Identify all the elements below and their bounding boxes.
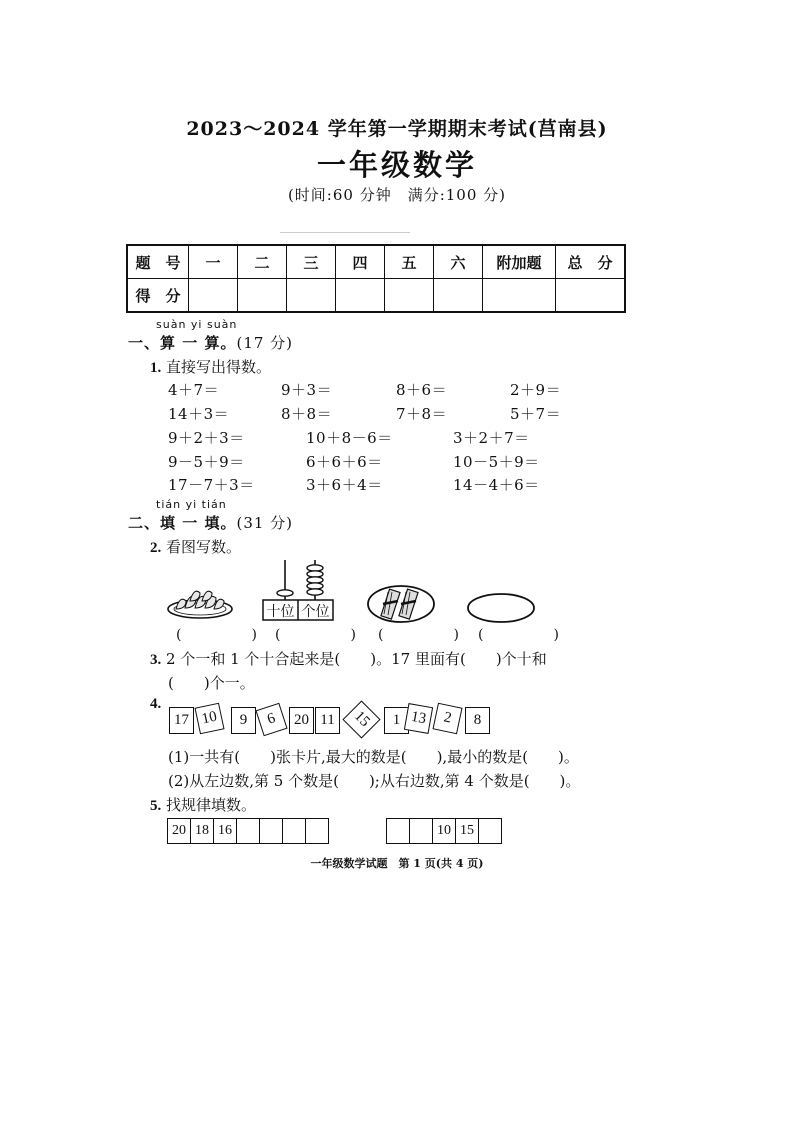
sequence-blank-cell[interactable] xyxy=(410,819,433,844)
expression: 3＋6＋4＝ xyxy=(306,476,383,494)
expression: 9＋3＝ xyxy=(281,381,333,399)
expression: 2＋9＝ xyxy=(510,381,562,399)
section1-dot: 。 xyxy=(220,334,237,352)
answer-blank[interactable]: ( ) xyxy=(478,627,573,643)
score-input-cell[interactable] xyxy=(483,279,556,313)
expression: 17－7＋3＝ xyxy=(168,476,255,494)
expression: 8＋6＝ xyxy=(396,381,448,399)
score-cell: 二 xyxy=(238,245,287,279)
sequence-blank-cell[interactable] xyxy=(237,819,260,844)
section2-pinyin: tián yi tián xyxy=(156,498,227,511)
question-text: 找规律填数。 xyxy=(166,796,257,814)
page-footer: 一年级数学试题 第 1 页(共 4 页) xyxy=(310,857,484,870)
section2-points: (31 分) xyxy=(236,514,294,532)
number-card: 9 xyxy=(231,707,256,734)
number-card: 17 xyxy=(169,707,194,734)
score-table-score-row xyxy=(127,279,625,313)
sequence-blank-cell[interactable] xyxy=(260,819,283,844)
question-number: 3. xyxy=(150,652,162,668)
expression: 4＋7＝ xyxy=(168,381,220,399)
expression: 6＋6＋6＝ xyxy=(306,453,383,471)
expression: 10－5＋9＝ xyxy=(453,453,540,471)
score-cell: 题 号 xyxy=(127,245,189,279)
score-cell: 六 xyxy=(434,245,483,279)
section1-pinyin: suàn yi suàn xyxy=(156,318,238,331)
sequence-cell: 20 xyxy=(168,819,191,844)
subject-title: 一年级数学 xyxy=(316,148,477,182)
answer-blank[interactable]: ( ) xyxy=(176,627,271,643)
sequence-cell: 18 xyxy=(191,819,214,844)
question-number: 2. xyxy=(150,540,162,556)
sequence-blank-cell[interactable] xyxy=(306,819,329,844)
bundled-sticks-picture xyxy=(367,584,435,624)
time-info: (时间:60 分钟 满分:100 分) xyxy=(287,186,507,204)
score-input-cell[interactable] xyxy=(556,279,626,313)
section2-heading xyxy=(128,512,293,533)
score-input-cell[interactable] xyxy=(385,279,434,313)
expression: 5＋7＝ xyxy=(510,405,562,423)
question-number: 5. xyxy=(150,798,162,814)
expression: 7＋8＝ xyxy=(396,405,448,423)
question-4-sub2: (2)从左边数,第 5 个数是( );从右边数,第 4 个数是( )。 xyxy=(168,772,581,790)
score-input-cell[interactable] xyxy=(189,279,238,313)
score-table xyxy=(126,244,626,313)
number-card: 10 xyxy=(194,703,224,735)
question-text: 直接写出得数。 xyxy=(166,358,272,376)
score-cell: 四 xyxy=(336,245,385,279)
expression: 14＋3＝ xyxy=(168,405,230,423)
score-input-cell[interactable] xyxy=(238,279,287,313)
number-card: 6 xyxy=(255,703,287,736)
section2-dot: 。 xyxy=(220,514,237,532)
score-cell: 三 xyxy=(287,245,336,279)
expression: 9－5＋9＝ xyxy=(168,453,245,471)
abacus-ones-label: 个位 xyxy=(301,604,330,620)
section1-title: 一、算 一 算 xyxy=(128,334,221,352)
sequence-table-2 xyxy=(386,818,502,844)
sequence-cell: 10 xyxy=(433,819,456,844)
abacus-tens-label: 十位 xyxy=(266,604,295,620)
expression: 8＋8＝ xyxy=(281,405,333,423)
question-1-prompt xyxy=(150,356,271,377)
question-3-line1 xyxy=(150,648,547,669)
expression: 14－4＋6＝ xyxy=(453,476,540,494)
score-input-cell[interactable] xyxy=(434,279,483,313)
number-card: 13 xyxy=(404,703,433,734)
score-table-header-row xyxy=(127,245,625,279)
answer-blank[interactable]: ( ) xyxy=(378,627,473,643)
question-4-sub1: (1)一共有( )张卡片,最大的数是( ),最小的数是( )。 xyxy=(168,748,579,766)
sequence-blank-cell[interactable] xyxy=(283,819,306,844)
score-cell: 附加题 xyxy=(483,245,556,279)
number-card: 8 xyxy=(465,707,490,734)
expression: 10＋8－6＝ xyxy=(306,429,393,447)
sequence-table-1 xyxy=(167,818,329,844)
question-number: 4. xyxy=(150,696,162,712)
sequence-cell: 16 xyxy=(214,819,237,844)
answer-blank[interactable]: ( ) xyxy=(275,627,370,643)
question-number: 1. xyxy=(150,360,162,376)
fruit-plate-picture xyxy=(166,585,234,621)
score-input-cell[interactable] xyxy=(336,279,385,313)
expression: 9＋2＋3＝ xyxy=(168,429,245,447)
expression: 3＋2＋7＝ xyxy=(453,429,530,447)
number-card: 11 xyxy=(315,707,340,734)
score-input-cell[interactable] xyxy=(287,279,336,313)
question-5-prompt xyxy=(150,794,256,815)
score-cell: 一 xyxy=(189,245,238,279)
number-card: 15 xyxy=(342,700,380,738)
question-text: 看图写数。 xyxy=(166,538,242,556)
exam-title: 2023～2024 学年第一学期期末考试(莒南县) xyxy=(186,118,608,140)
score-cell: 五 xyxy=(385,245,434,279)
question-text: 2 个一和 1 个十合起来是( )。17 里面有( )个十和 xyxy=(166,650,547,668)
sequence-cell: 15 xyxy=(456,819,479,844)
score-cell: 总 分 xyxy=(556,245,626,279)
sequence-blank-cell[interactable] xyxy=(387,819,410,844)
question-2-prompt xyxy=(150,536,241,557)
sequence-blank-cell[interactable] xyxy=(479,819,502,844)
number-card: 20 xyxy=(289,707,314,734)
section1-points: (17 分) xyxy=(236,334,294,352)
score-cell: 得 分 xyxy=(127,279,189,313)
number-card: 2 xyxy=(432,703,462,735)
question-4-number xyxy=(150,694,161,713)
divider xyxy=(280,232,410,233)
number-card: 1 xyxy=(384,707,409,734)
empty-oval-picture xyxy=(466,592,536,624)
section1-heading xyxy=(128,332,293,353)
section2-title: 二、填 一 填 xyxy=(128,514,221,532)
question-3-line2: ( )个一。 xyxy=(168,674,255,692)
